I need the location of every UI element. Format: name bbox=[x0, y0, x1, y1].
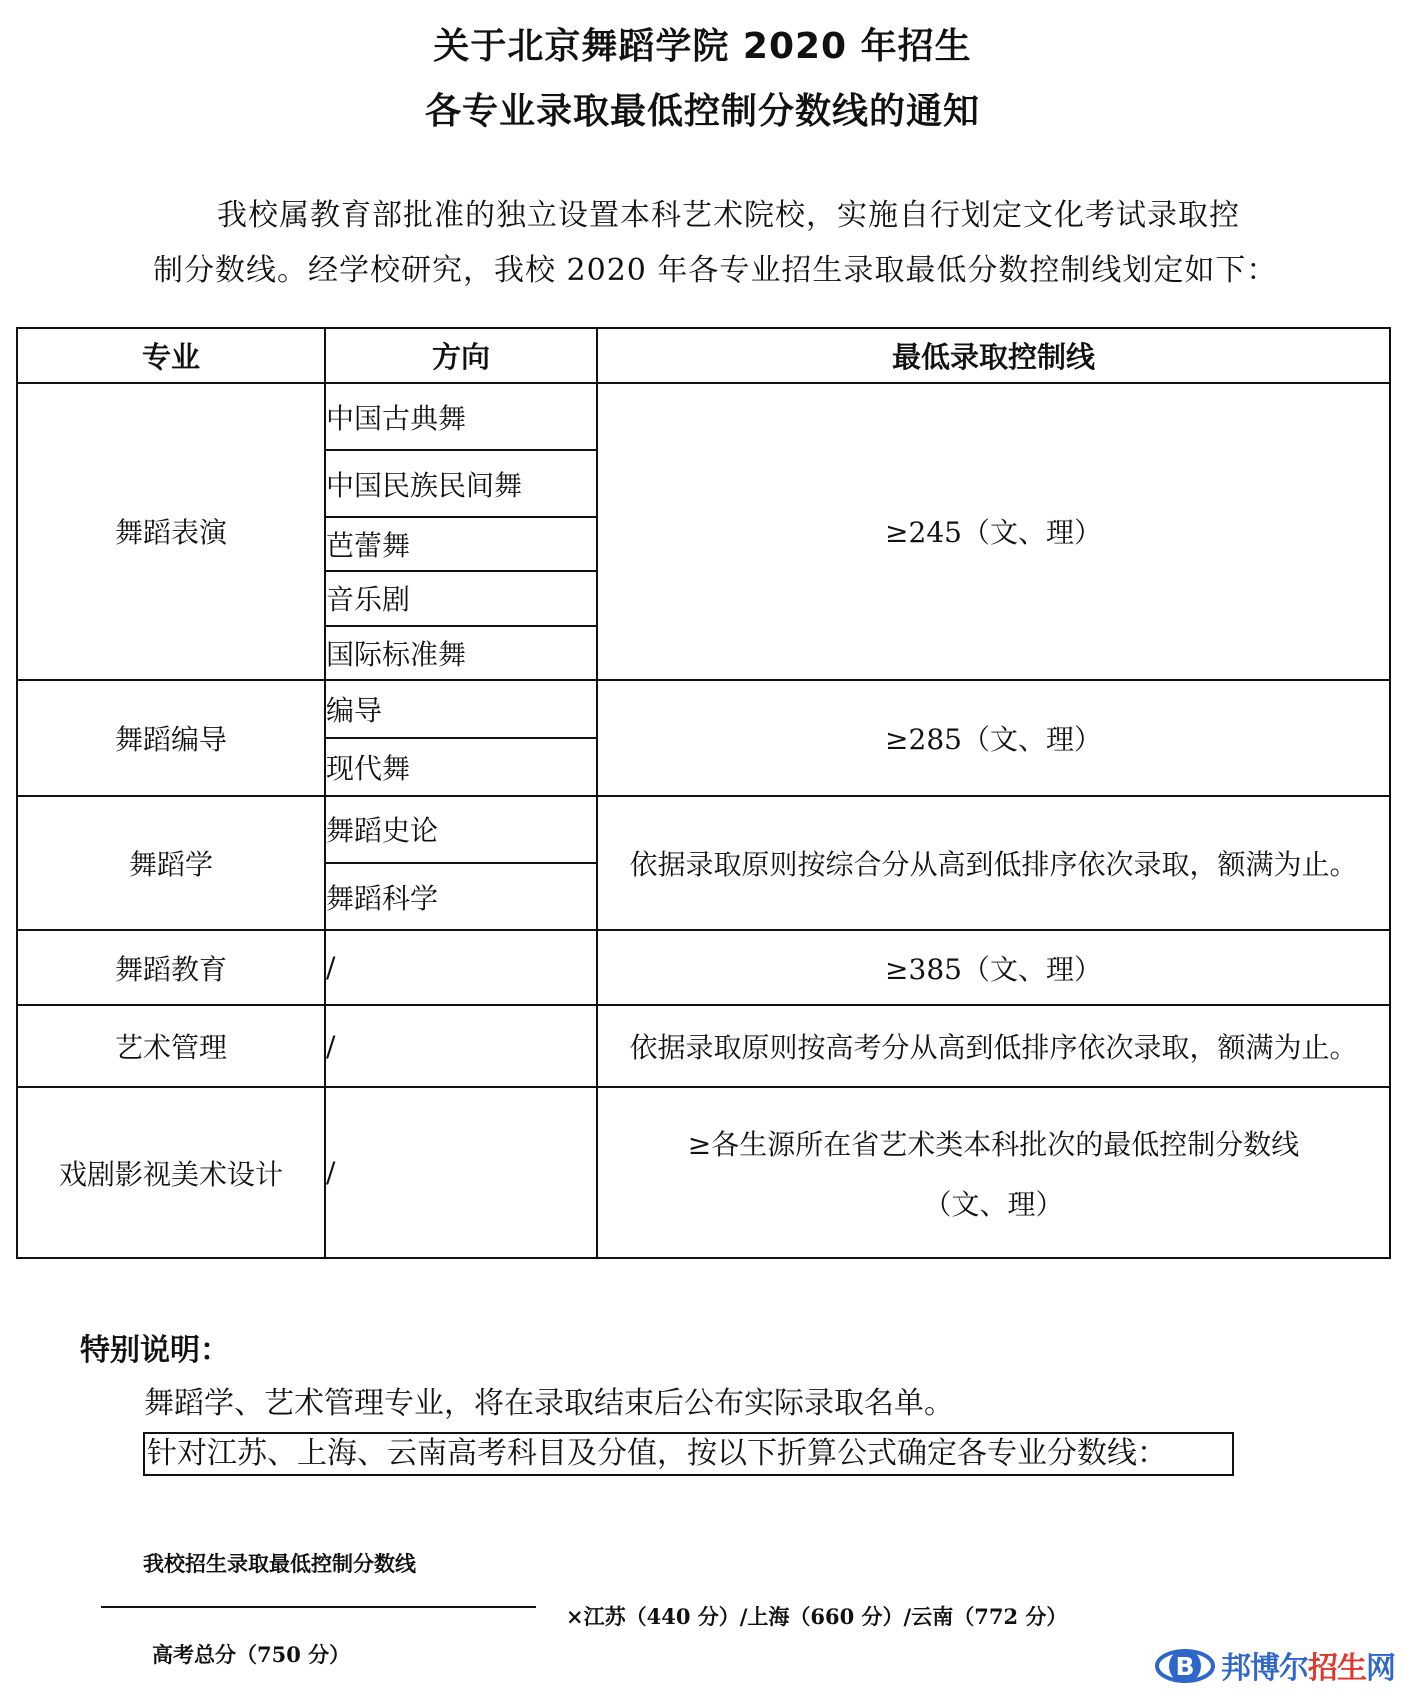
watermark-text-c: 网 bbox=[1366, 1651, 1395, 1686]
major-cell: 艺术管理 bbox=[17, 1005, 325, 1087]
header-direction: 方向 bbox=[325, 328, 597, 383]
header-min-score: 最低录取控制线 bbox=[597, 328, 1390, 383]
score-cell: ≥385（文、理） bbox=[597, 930, 1390, 1005]
formula-multiplier: ×江苏（440 分）/上海（660 分）/云南（772 分） bbox=[566, 1604, 1068, 1629]
fraction-bar bbox=[101, 1606, 536, 1608]
direction-cell: / bbox=[325, 930, 597, 1005]
intro-line1: 我校属教育部批准的独立设置本科艺术院校，实施自行划定文化考试录取控 bbox=[217, 198, 1240, 233]
direction-cell: 芭蕾舞 bbox=[325, 517, 597, 571]
score-cell: 依据录取原则按高考分从高到低排序依次录取，额满为止。 bbox=[597, 1005, 1390, 1087]
score-cell: ≥245（文、理） bbox=[597, 383, 1390, 680]
direction-cell: 国际标准舞 bbox=[325, 626, 597, 680]
direction-cell: 舞蹈科学 bbox=[325, 863, 597, 930]
table-row bbox=[17, 930, 1390, 1005]
formula-denominator: 高考总分（750 分） bbox=[152, 1642, 351, 1667]
direction-cell: 编导 bbox=[325, 680, 597, 738]
major-cell: 戏剧影视美术设计 bbox=[17, 1087, 325, 1258]
score-cell bbox=[597, 1087, 1390, 1258]
table-row bbox=[17, 383, 1390, 450]
formula-numerator: 我校招生录取最低控制分数线 bbox=[143, 1551, 416, 1576]
intro-line2: 制分数线。经学校研究，我校 2020 年各专业招生录取最低分数控制线划定如下： bbox=[153, 253, 1278, 288]
watermark-text-b: 招生 bbox=[1308, 1651, 1366, 1686]
site-watermark bbox=[1153, 1638, 1395, 1692]
direction-cell: 舞蹈史论 bbox=[325, 796, 597, 863]
notice-title-line1: 关于北京舞蹈学院 2020 年招生 bbox=[433, 26, 972, 67]
major-cell: 舞蹈编导 bbox=[17, 680, 325, 796]
direction-cell: / bbox=[325, 1005, 597, 1087]
watermark-text-a: 邦博尔 bbox=[1221, 1651, 1308, 1686]
table-row bbox=[17, 680, 1390, 738]
special-note-title: 特别说明： bbox=[80, 1333, 230, 1368]
table-row bbox=[17, 1005, 1390, 1087]
score-cell: 依据录取原则按综合分从高到低排序依次录取，额满为止。 bbox=[597, 796, 1390, 930]
special-note-line1: 舞蹈学、艺术管理专业，将在录取结束后公布实际录取名单。 bbox=[144, 1386, 954, 1421]
watermark-text bbox=[1221, 1643, 1395, 1687]
direction-cell: 现代舞 bbox=[325, 738, 597, 796]
major-cell: 舞蹈表演 bbox=[17, 383, 325, 680]
direction-cell: 音乐剧 bbox=[325, 571, 597, 625]
direction-cell: / bbox=[325, 1087, 597, 1258]
special-note-boxed-line: 针对江苏、上海、云南高考科目及分值，按以下折算公式确定各专业分数线： bbox=[143, 1432, 1234, 1476]
score-line1: ≥各生源所在省艺术类本科批次的最低控制分数线 bbox=[687, 1127, 1300, 1161]
table-row bbox=[17, 796, 1390, 863]
score-line2: （文、理） bbox=[923, 1187, 1064, 1221]
b-logo-icon bbox=[1153, 1644, 1217, 1686]
admission-score-table bbox=[16, 327, 1391, 1259]
major-cell: 舞蹈学 bbox=[17, 796, 325, 930]
major-cell: 舞蹈教育 bbox=[17, 930, 325, 1005]
header-major: 专业 bbox=[17, 328, 325, 383]
score-cell: ≥285（文、理） bbox=[597, 680, 1390, 796]
table-row bbox=[17, 1087, 1390, 1258]
svg-text:B: B bbox=[1175, 1652, 1195, 1681]
notice-title-line2: 各专业录取最低控制分数线的通知 bbox=[424, 91, 980, 132]
direction-cell: 中国古典舞 bbox=[325, 383, 597, 450]
direction-cell: 中国民族民间舞 bbox=[325, 450, 597, 517]
